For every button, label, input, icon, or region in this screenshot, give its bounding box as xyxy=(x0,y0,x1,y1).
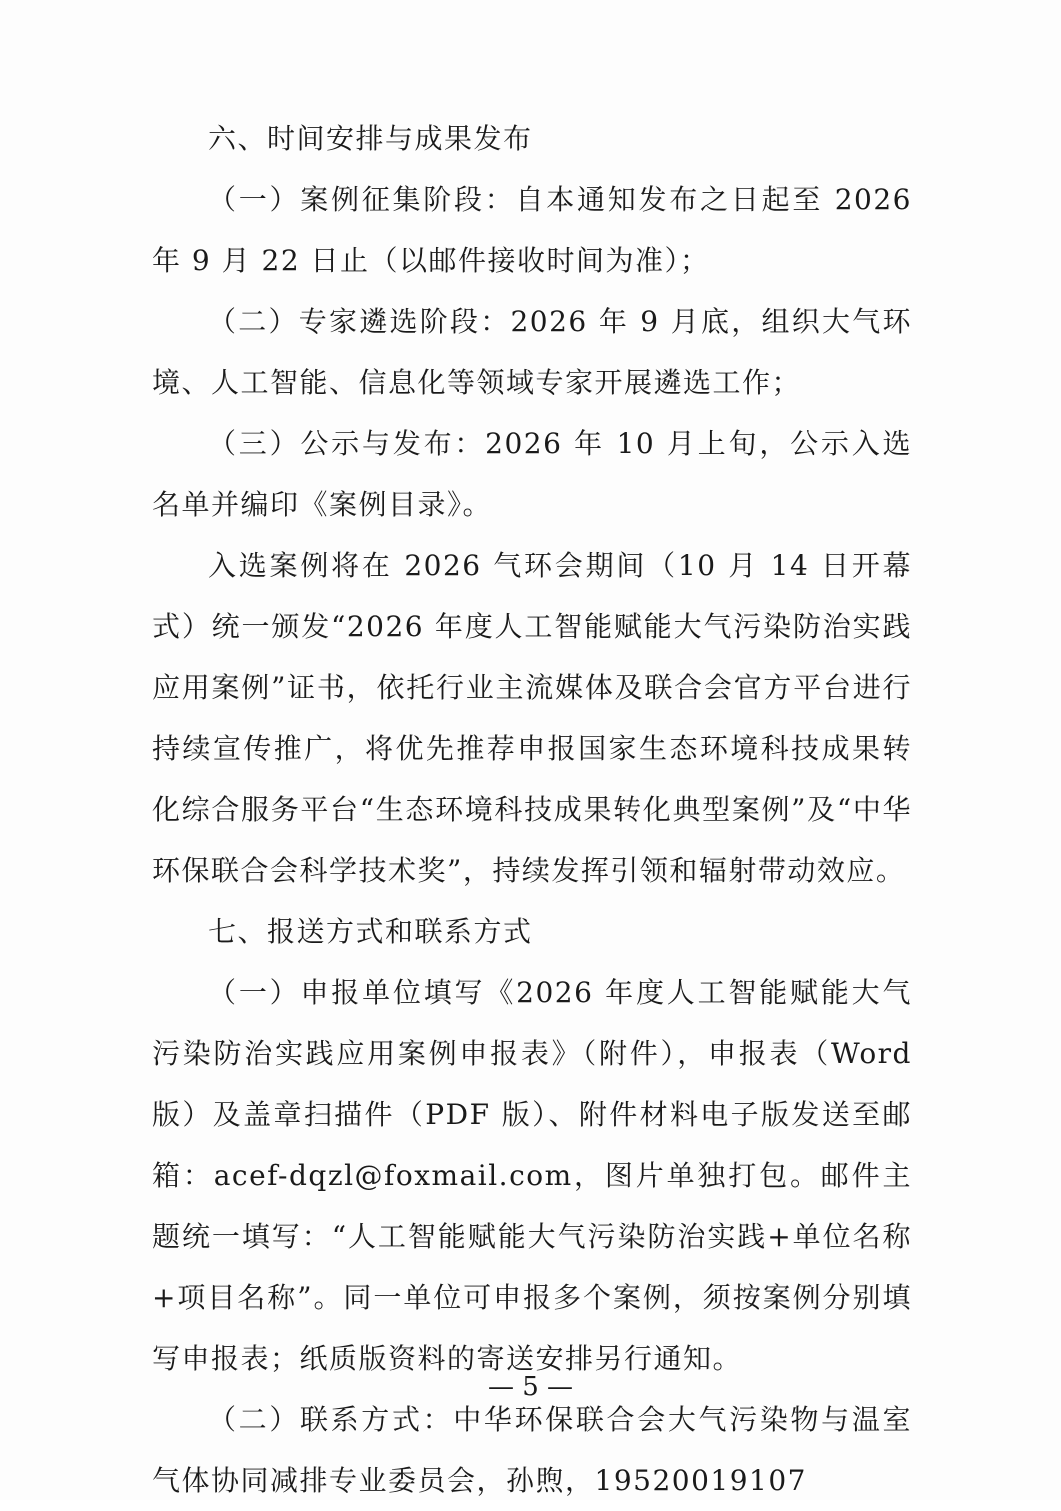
paragraph-expert-selection-stage: （二）专家遴选阶段：2026 年 9 月底，组织大气环境、人工智能、信息化等领域专家开展遴选工作； xyxy=(152,305,912,399)
paragraph-contact-info: （二）联系方式：中华环保联合会大气污染物与温室气体协同减排专业委员会，孙煦，19520019107 xyxy=(152,1403,912,1497)
section-heading-submission-contact: 七、报送方式和联系方式 xyxy=(208,915,533,948)
paragraph-award-promotion: 入选案例将在 2026 气环会期间（10 月 14 日开幕式）统一颁发“2026 年度人工智能赋能大气污染防治实践应用案例”证书，依托行业主流媒体及联合会官方平台进行持续宣传推广，将优先推荐申报国家生态环境科技成果转化综合服务平台“生态环境科技成果转化典型案例”及“中华环保联合会科学技术奖”，持续发挥引领和辐射带动效应。 xyxy=(152,549,912,887)
paragraph-submission-method: （一）申报单位填写《2026 年度人工智能赋能大气污染防治实践应用案例申报表》（附件），申报表（Word 版）及盖章扫描件（PDF 版）、附件材料电子版发送至邮箱：acef-dqzl@foxmail.com，图片单独打包。邮件主题统一填写：“人工智能赋能大气污染防治实践+单位名称+项目名称”。同一单位可申报多个案例，须按案例分别填写申报表；纸质版资料的寄送安排另行通知。 xyxy=(152,976,912,1375)
paragraph-publicity-release: （三）公示与发布：2026 年 10 月上旬，公示入选名单并编印《案例目录》。 xyxy=(152,427,912,521)
paragraph-collection-stage: （一）案例征集阶段：自本通知发布之日起至 2026 年 9 月 22 日止（以邮件接收时间为准）； xyxy=(152,183,912,277)
page-number: — 5 — xyxy=(487,1372,574,1402)
document-body xyxy=(152,108,912,1511)
section-heading-schedule: 六、时间安排与成果发布 xyxy=(208,122,533,155)
